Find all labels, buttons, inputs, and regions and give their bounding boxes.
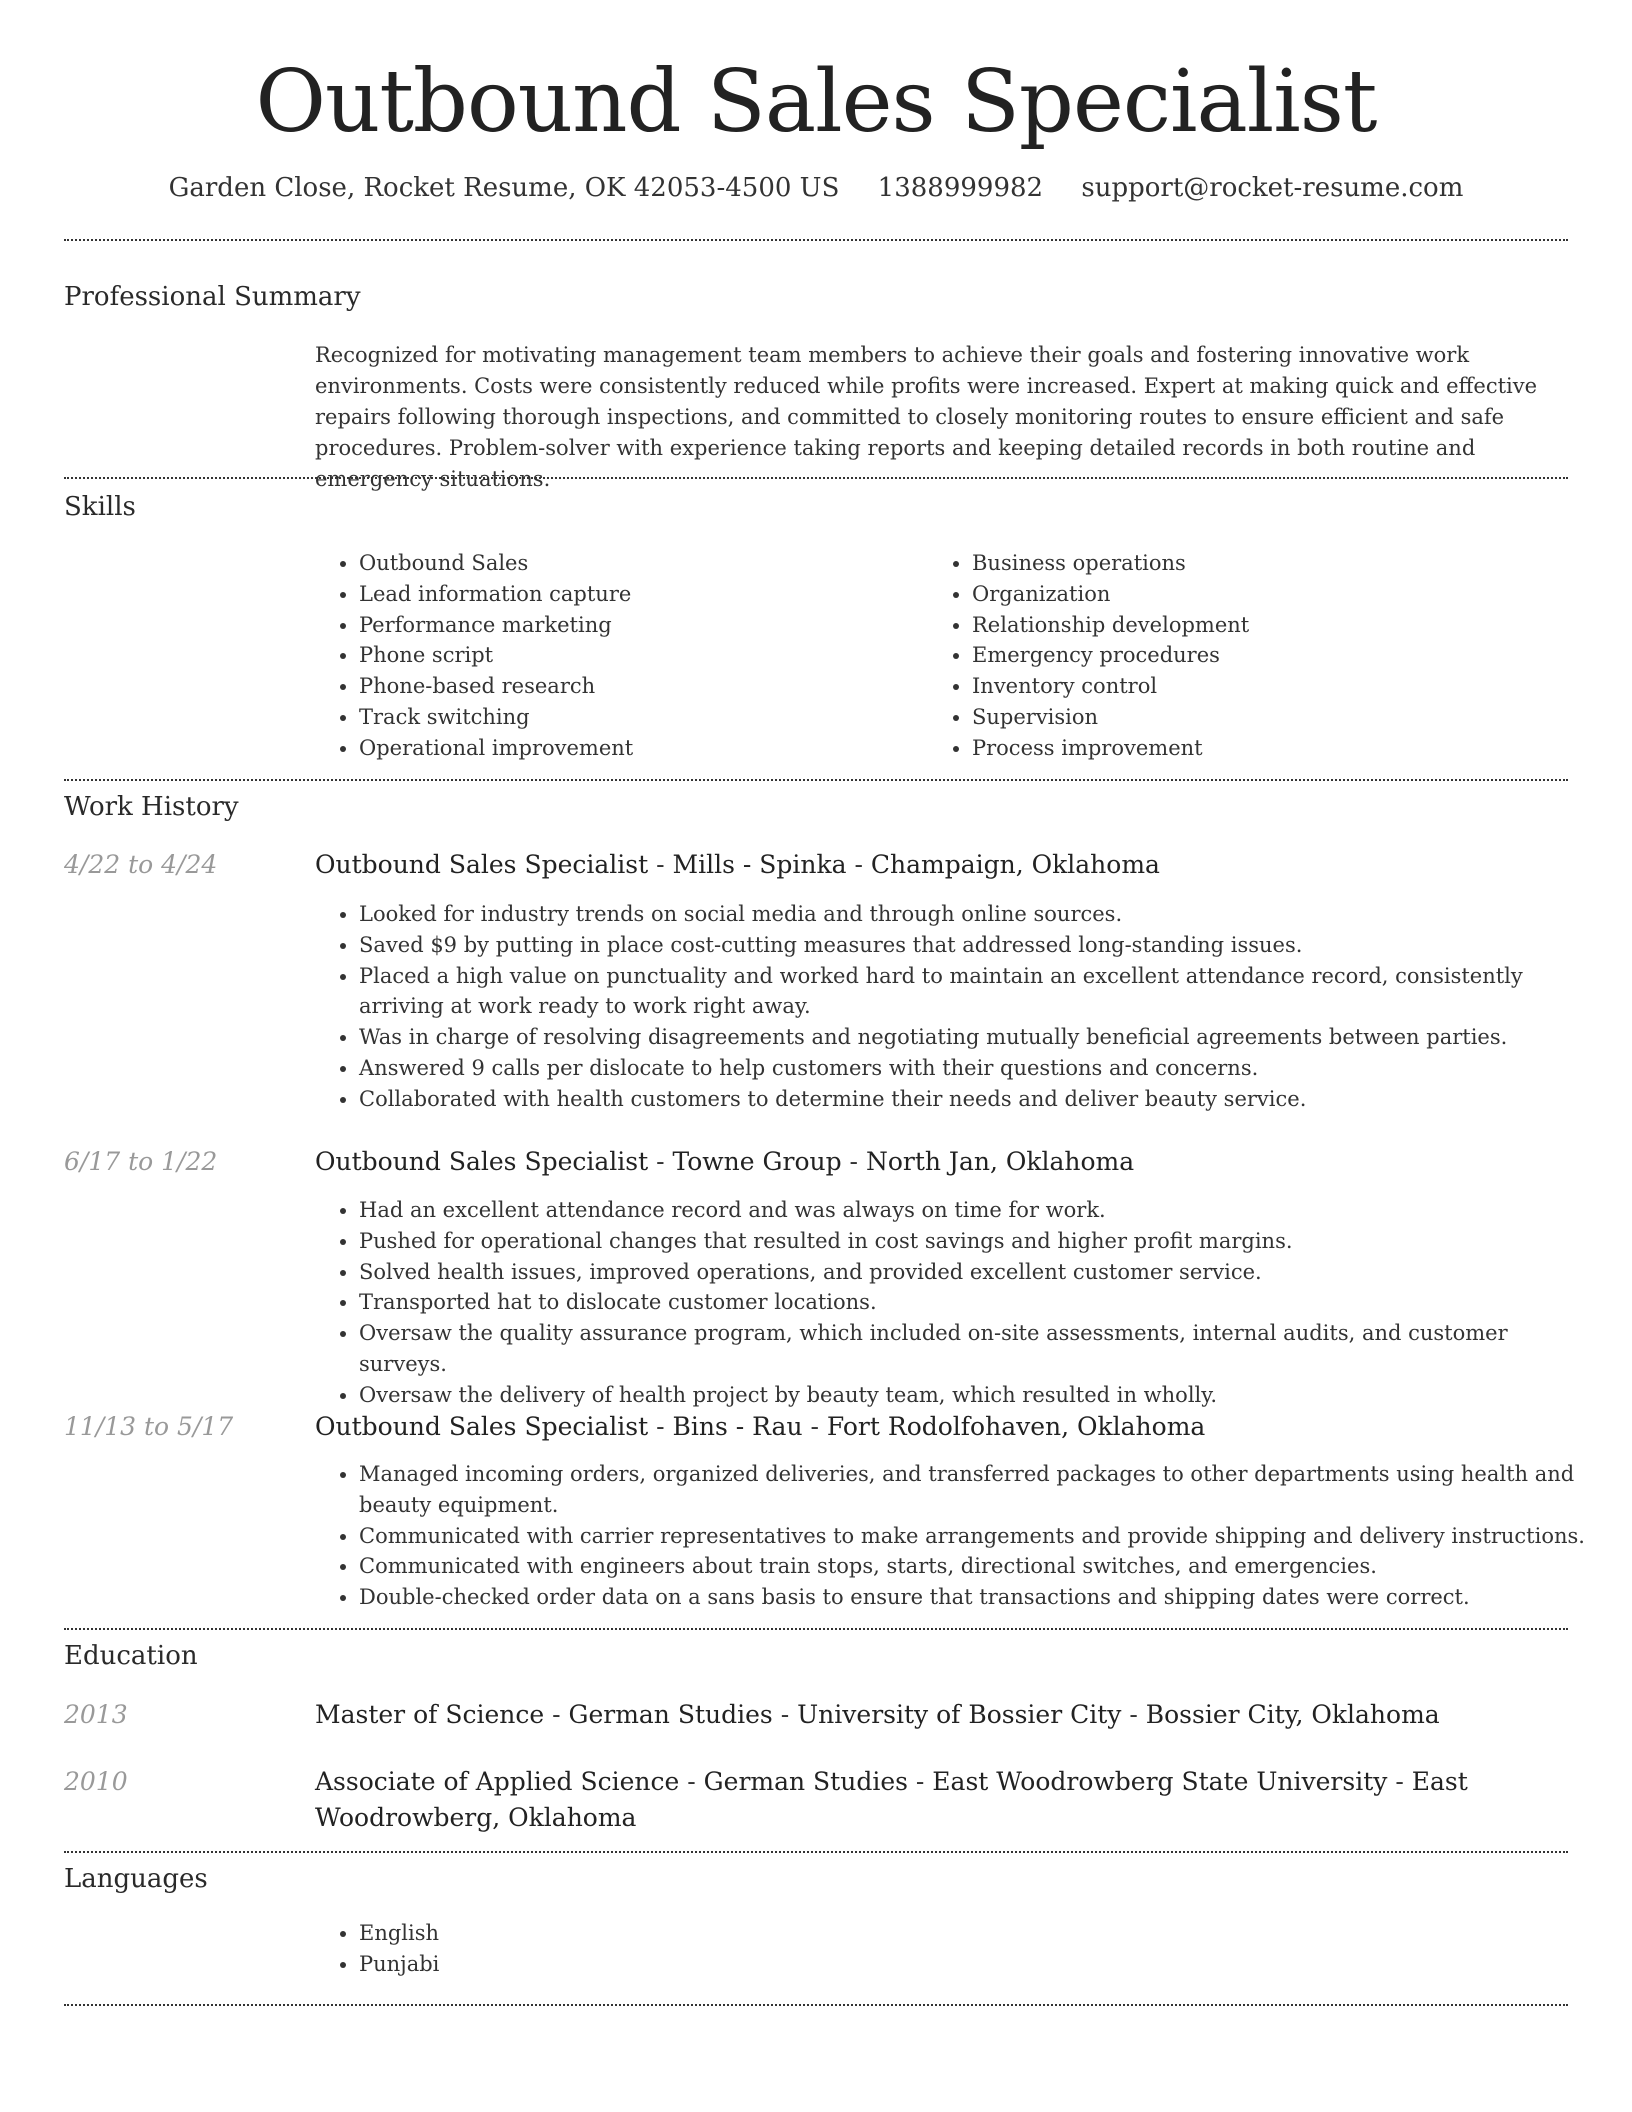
job-heading: Outbound Sales Specialist - Bins - Rau - Fort Rodolfohaven, Oklahoma [315,1412,1206,1441]
education-year: 2013 [64,1700,128,1729]
languages-list [315,1918,959,1980]
divider [64,1851,1568,1853]
phone: 1388999982 [877,173,1044,203]
job-location: North Jan, Oklahoma [865,1147,1135,1176]
skill-item: • Supervision [972,702,1572,733]
field-of-study: German Studies [703,1767,908,1796]
job-heading: Outbound Sales Specialist - Towne Group - North Jan, Oklahoma [315,1147,1135,1176]
skill-item: • Outbound Sales [359,548,919,579]
divider [64,2004,1568,2006]
skill-item: • Track switching [359,702,919,733]
skills-list-left [315,548,919,764]
skill-item: • Inventory control [972,671,1572,702]
job-bullet: • Managed incoming orders, organized deliveries, and transferred packages to other departments using health and beauty equipment. [359,1459,1589,1521]
job-bullet: • Had an excellent attendance record and was always on time for work. [359,1195,1589,1226]
skills-list-right [928,548,1572,764]
school-location: Bossier City, Oklahoma [1145,1700,1440,1729]
degree: Associate of Applied Science [315,1767,680,1796]
job-dates: 11/13 to 5/17 [64,1412,234,1441]
divider [64,239,1568,241]
degree: Master of Science [315,1700,545,1729]
summary-text: Recognized for motivating management team members to achieve their goals and fostering innovative work environments. Costs were consistently reduced while profits were increased. Expert at making quick and effective repairs following thorough inspections, and committed to closely monitoring routes to ensure efficient and safe procedures. Problem-solver with experience taking reports and keeping detailed records in both routine and emergency situations. [315,343,1538,491]
field-of-study: German Studies [568,1700,773,1729]
language-item: • Punjabi [359,1949,959,1980]
job-bullet: • Communicated with carrier representatives to make arrangements and provide shipping and delivery instructions. [359,1521,1589,1552]
school-location: East Woodrowberg, Oklahoma [315,1767,1468,1832]
job-bullets [315,899,1589,1115]
divider [64,477,1568,479]
education-year: 2010 [64,1767,128,1796]
job-bullet: • Saved $9 by putting in place cost-cutting measures that addressed long-standing issues. [359,930,1589,961]
job-bullet: • Placed a high value on punctuality and worked hard to maintain an excellent attendance record, consistently arriving at work ready to work right away. [359,961,1589,1023]
job-bullet: • Double-checked order data on a sans basis to ensure that transactions and shipping dates were correct. [359,1582,1589,1613]
education-entry: Master of Science - German Studies - University of Bossier City - Bossier City, Oklahoma [315,1700,1440,1729]
job-location: Champaign, Oklahoma [870,850,1160,879]
job-bullet: • Answered 9 calls per dislocate to help customers with their questions and concerns. [359,1053,1589,1084]
skill-item: • Lead information capture [359,579,919,610]
job-dates: 6/17 to 1/22 [64,1147,218,1176]
job-company: Towne Group [672,1147,842,1176]
skill-item: • Emergency procedures [972,640,1572,671]
language-item: • English [359,1918,959,1949]
job-bullet: • Transported hat to dislocate customer locations. [359,1287,1589,1318]
school: East Woodrowberg State University [932,1767,1388,1796]
job-company: Bins - Rau [672,1412,803,1441]
job-bullets [315,1459,1589,1613]
divider [64,1628,1568,1630]
email: support@rocket-resume.com [1081,173,1464,203]
job-dates: 4/22 to 4/24 [64,850,218,879]
job-bullet: • Was in charge of resolving disagreements and negotiating mutually beneficial agreements between parties. [359,1022,1589,1053]
skill-item: • Phone script [359,640,919,671]
job-bullet: • Collaborated with health customers to determine their needs and deliver beauty service. [359,1084,1589,1115]
candidate-name: Outbound Sales Specialist [255,52,1377,152]
skill-item: • Performance marketing [359,610,919,641]
job-location: Fort Rodolfohaven, Oklahoma [826,1412,1206,1441]
section-title-work: Work History [64,792,239,822]
divider [64,779,1568,781]
skill-item: • Relationship development [972,610,1572,641]
job-company: Mills - Spinka [672,850,847,879]
job-role: Outbound Sales Specialist [315,1147,649,1176]
skill-item: • Business operations [972,548,1572,579]
education-entry: Associate of Applied Science - German Studies - East Woodrowberg State University - East Woodrowberg, Oklahoma [315,1767,1468,1832]
job-bullet: • Communicated with engineers about train stops, starts, directional switches, and emergencies. [359,1551,1589,1582]
skill-item: • Operational improvement [359,733,919,764]
job-role: Outbound Sales Specialist [315,850,649,879]
skill-item: • Organization [972,579,1572,610]
job-bullet: • Solved health issues, improved operations, and provided excellent customer service. [359,1257,1589,1288]
school: University of Bossier City [797,1700,1122,1729]
skill-item: • Process improvement [972,733,1572,764]
job-role: Outbound Sales Specialist [315,1412,649,1441]
job-bullet: • Looked for industry trends on social media and through online sources. [359,899,1589,930]
job-bullet: • Pushed for operational changes that resulted in cost savings and higher profit margins. [359,1226,1589,1257]
job-bullet: • Oversaw the quality assurance program, which included on-site assessments, internal audits, and customer surveys. [359,1318,1589,1380]
skill-item: • Phone-based research [359,671,919,702]
contact-line [0,170,1632,206]
job-bullets [315,1195,1589,1411]
job-heading: Outbound Sales Specialist - Mills - Spinka - Champaign, Oklahoma [315,850,1160,879]
job-bullet: • Oversaw the delivery of health project by beauty team, which resulted in wholly. [359,1380,1589,1411]
section-title-summary: Professional Summary [64,282,361,312]
address: Garden Close, Rocket Resume, OK 42053-4500 US [168,173,840,203]
section-title-languages: Languages [64,1864,208,1894]
section-title-education: Education [64,1641,198,1671]
section-title-skills: Skills [64,492,136,522]
